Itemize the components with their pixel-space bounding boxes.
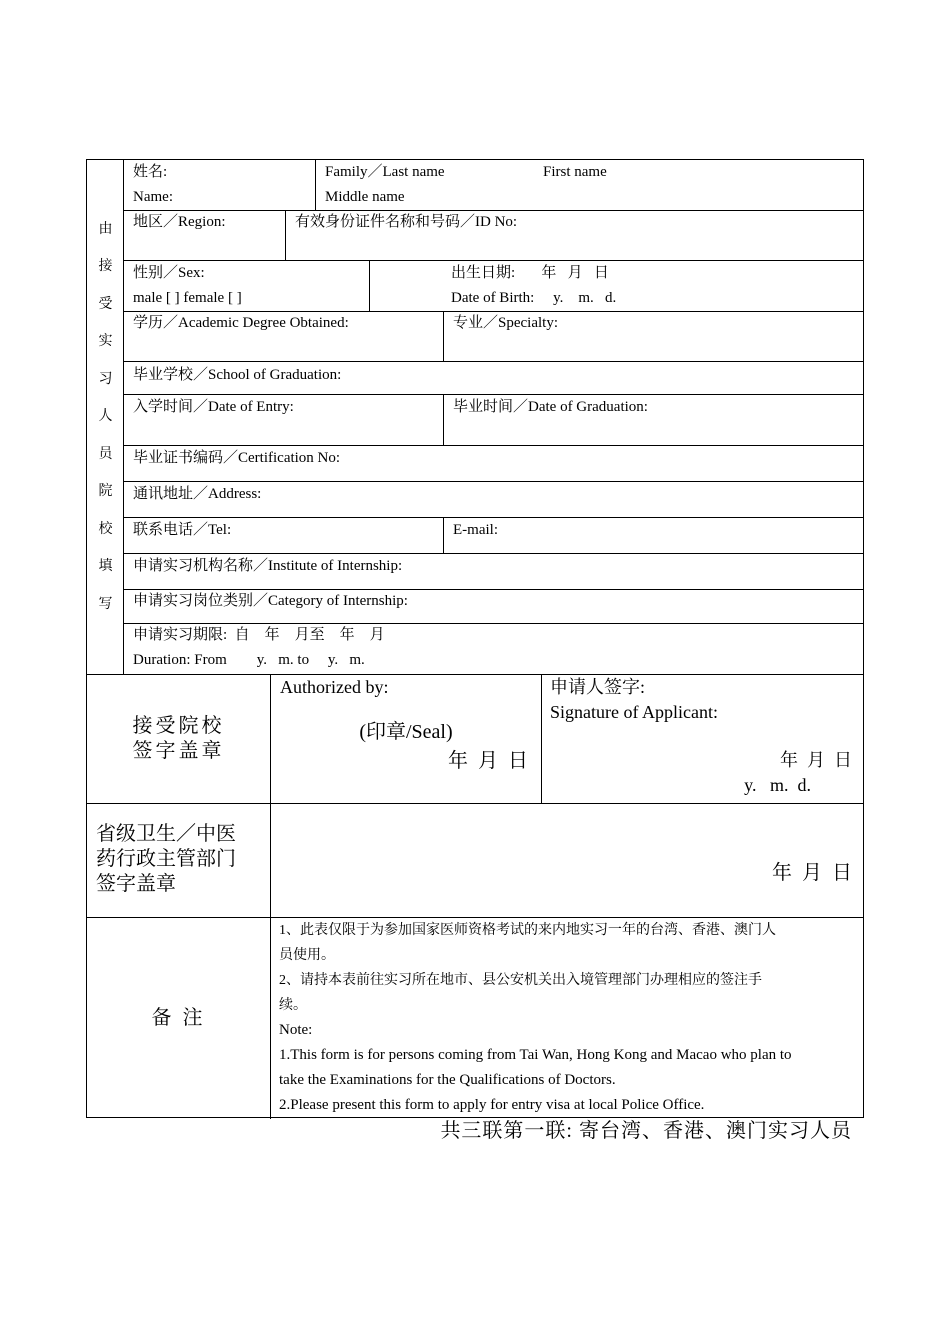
address-cell[interactable] [124,481,864,517]
name-label-cell [124,160,315,210]
applicant-signature-cell[interactable] [542,675,864,803]
side-char: 受 [98,296,113,312]
specialty-label: 专业／Specialty: [453,315,558,331]
authorized-cell[interactable] [271,675,541,803]
side-char: 接 [98,259,113,275]
institute-label: 申请实习机构名称／Institute of Internship: [133,558,403,574]
school-seal-label [87,675,270,803]
id-cell[interactable] [286,210,864,260]
region-cell[interactable] [124,210,285,260]
middle-name-label: Middle name [325,189,405,205]
graduation-cell[interactable] [444,395,864,445]
duration-cell[interactable] [124,623,864,674]
side-char: 由 [98,221,113,237]
id-label: 有效身份证件名称和号码／ID No: [295,214,518,230]
family-name-label: Family／Last name [325,164,445,180]
entry-cell[interactable] [124,395,443,445]
remark-line: take the Examinations for the Qualifications of Doctors. [279,1072,616,1088]
applicant-label-cn: 申请人签字: [550,677,646,697]
cert-label: 毕业证书编码／Certification No: [133,450,341,466]
provincial-label-line2: 药行政主管部门 [96,848,236,870]
region-label: 地区／Region: [133,214,226,230]
name-label-en: Name: [133,189,173,205]
remarks-label [87,918,270,1118]
school-cell[interactable] [124,361,864,394]
application-form [86,159,864,1118]
category-cell[interactable] [124,589,864,623]
school-seal-label-line1: 接受院校 [132,715,225,737]
email-cell[interactable] [444,517,864,553]
side-char: 院 [98,484,113,500]
provincial-signature-cell[interactable] [271,804,864,917]
entry-label: 入学时间／Date of Entry: [133,399,294,415]
provincial-label-line1: 省级卫生／中医 [96,823,236,845]
birth-label-en: Date of Birth: y. m. d. [451,290,617,306]
remarks-label-text: 备 注 [151,1006,206,1029]
sex-cell[interactable] [124,261,443,311]
name-label-cn: 姓名: [133,164,168,180]
address-label: 通讯地址／Address: [133,486,262,502]
provincial-label [87,804,270,917]
seal-label: (印章/Seal) [359,721,453,743]
seal-date: 年 月 日 [448,750,528,772]
name-input-cell[interactable] [316,160,864,210]
provincial-label-line3: 签字盖章 [96,873,176,895]
side-char: 人 [98,409,113,425]
side-char: 写 [98,596,113,612]
footer-note: 共三联第一联: 寄台湾、香港、澳门实习人员 [440,1120,852,1142]
institute-cell[interactable] [124,553,864,589]
side-char: 员 [98,446,113,462]
cert-cell[interactable] [124,445,864,481]
tel-label: 联系电话／Tel: [133,522,232,538]
tel-cell[interactable] [124,517,443,553]
remark-line: 2、请持本表前往实习所在地市、县公安机关出入境管理部门办理相应的签注手 [279,973,762,988]
category-label: 申请实习岗位类别／Category of Internship: [133,593,408,609]
specialty-cell[interactable] [444,311,864,361]
email-label: E-mail: [453,522,498,538]
side-char: 校 [98,521,113,537]
applicant-label-en: Signature of Applicant: [550,702,718,722]
sex-label: 性别／Sex: [133,265,205,281]
applicant-date-cn: 年 月 日 [780,750,852,770]
applicant-date-en: y. m. d. [744,775,811,795]
duration-label-cn: 申请实习期限: 自 年 月至 年 月 [133,627,385,643]
remark-line: 1、此表仅限于为参加国家医师资格考试的来内地实习一年的台湾、香港、澳门人 [279,923,776,938]
remark-line: 续。 [279,998,307,1013]
side-char: 实 [98,334,113,350]
school-label: 毕业学校／School of Graduation: [133,367,342,383]
degree-label: 学历／Academic Degree Obtained: [133,315,349,331]
side-label [87,160,124,674]
side-char: 填 [98,559,113,575]
remark-line: 员使用。 [279,948,335,963]
remarks-content [271,918,864,1118]
school-seal-label-line2: 签字盖章 [132,740,225,762]
side-char: 习 [98,371,113,387]
remark-line: 2.Please present this form to apply for entry visa at local Police Office. [279,1097,705,1113]
provincial-date: 年 月 日 [772,862,852,884]
birth-label-cn: 出生日期: 年 月 日 [451,265,609,281]
sex-options[interactable]: male [ ] female [ ] [133,290,242,306]
graduation-label: 毕业时间／Date of Graduation: [453,399,648,415]
authorized-label: Authorized by: [280,677,389,697]
remark-line: Note: [279,1022,313,1038]
birth-cell[interactable] [444,261,864,311]
remark-line: 1.This form is for persons coming from Tai Wan, Hong Kong and Macao who plan to [279,1047,792,1063]
degree-cell[interactable] [124,311,443,361]
duration-label-en: Duration: From y. m. to y. m. [133,652,365,668]
first-name-label: First name [543,164,607,180]
